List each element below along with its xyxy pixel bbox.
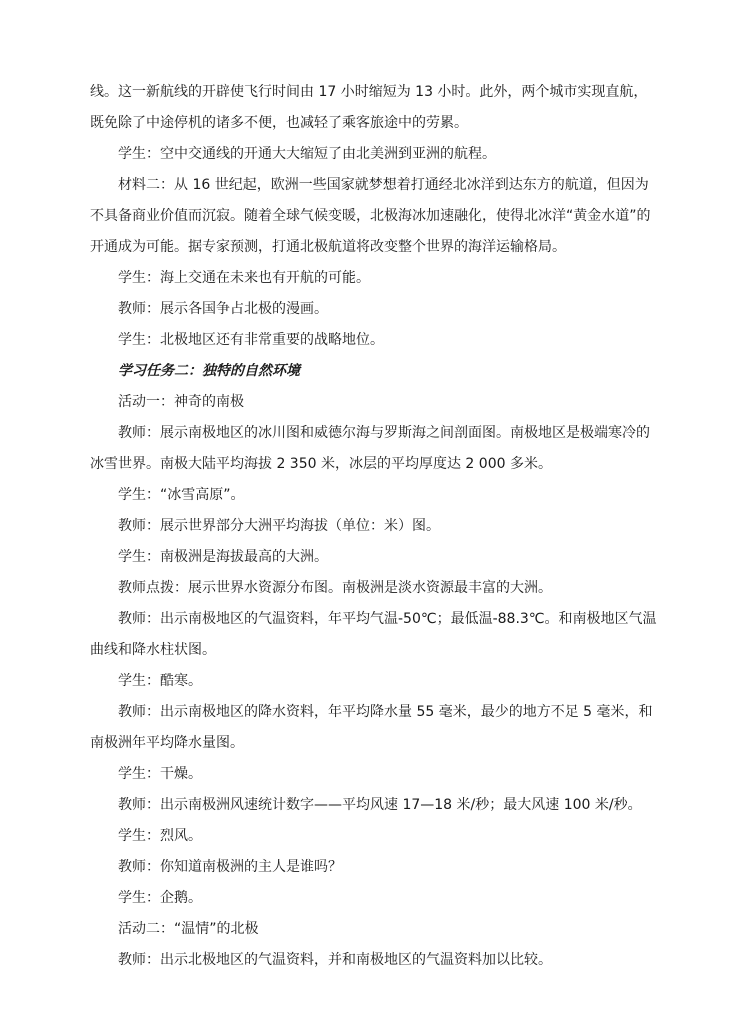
- section-heading-task-two: 学习任务二：独特的自然环境: [118, 363, 300, 379]
- activity-two-heading: 活动二：“温情”的北极: [118, 921, 259, 937]
- paragraph-teacher-temperature: 教师：出示南极地区的气温资料，年平均气温-50℃；最低温-88.3℃。和南极地区气温曲线和降水柱状图。: [90, 611, 657, 658]
- paragraph-student-penguin: 学生：企鹅。: [118, 890, 202, 906]
- paragraph-teacher-glacier: 教师：展示南极地区的冰川图和威德尔海与罗斯海之间剖面图。南极地区是极端寒冷的冰雪世界。南极大陆平均海拔 2 350 米，冰层的平均厚度达 2 000 多米。: [90, 425, 650, 472]
- paragraph-student-air-route: 学生：空中交通线的开通大大缩短了由北美洲到亚洲的航程。: [118, 146, 496, 162]
- paragraph-student-cold: 学生：酷寒。: [118, 673, 202, 689]
- paragraph-material-two: 材料二：从 16 世纪起，欧洲一些国家就梦想着打通经北冰洋到达东方的航道，但因为不具备商业价值而沉寂。随着全球气候变暖，北极海冰加速融化，使得北冰洋“黄金水道”的开通成为可能。据专家预测，打通北极航道将改变整个世界的海洋运输格局。: [90, 177, 651, 255]
- paragraph-student-wind: 学生：烈风。: [118, 828, 202, 844]
- paragraph-flight-route: 线。这一新航线的开辟使飞行时间由 17 小时缩短为 13 小时。此外，两个城市实现直航，既免除了中途停机的诸多不便，也减轻了乘客旅途中的劳累。: [90, 84, 648, 131]
- paragraph-student-ice-plateau: 学生：“冰雪高原”。: [118, 487, 245, 503]
- paragraph-teacher-precipitation: 教师：出示南极地区的降水资料，年平均降水量 55 毫米，最少的地方不足 5 毫米，和南极洲年平均降水量图。: [90, 704, 653, 751]
- paragraph-teacher-wind: 教师：出示南极洲风速统计数字——平均风速 17—18 米/秒；最大风速 100 米/秒。: [118, 797, 642, 813]
- paragraph-teacher-water: 教师点拨：展示世界水资源分布图。南极洲是淡水资源最丰富的大洲。: [118, 580, 552, 596]
- activity-one-heading: 活动一：神奇的南极: [118, 394, 244, 410]
- paragraph-teacher-cartoon: 教师：展示各国争占北极的漫画。: [118, 301, 328, 317]
- paragraph-student-sea-route: 学生：海上交通在未来也有开航的可能。: [118, 270, 370, 286]
- paragraph-teacher-arctic-temp: 教师：出示北极地区的气温资料，并和南极地区的气温资料加以比较。: [118, 952, 552, 968]
- paragraph-student-highest: 学生：南极洲是海拔最高的大洲。: [118, 549, 328, 565]
- paragraph-student-strategic: 学生：北极地区还有非常重要的战略地位。: [118, 332, 384, 348]
- paragraph-student-dry: 学生：干燥。: [118, 766, 202, 782]
- paragraph-teacher-elevation: 教师：展示世界部分大洲平均海拔（单位：米）图。: [118, 518, 440, 534]
- paragraph-teacher-question: 教师：你知道南极洲的主人是谁吗？: [118, 859, 342, 875]
